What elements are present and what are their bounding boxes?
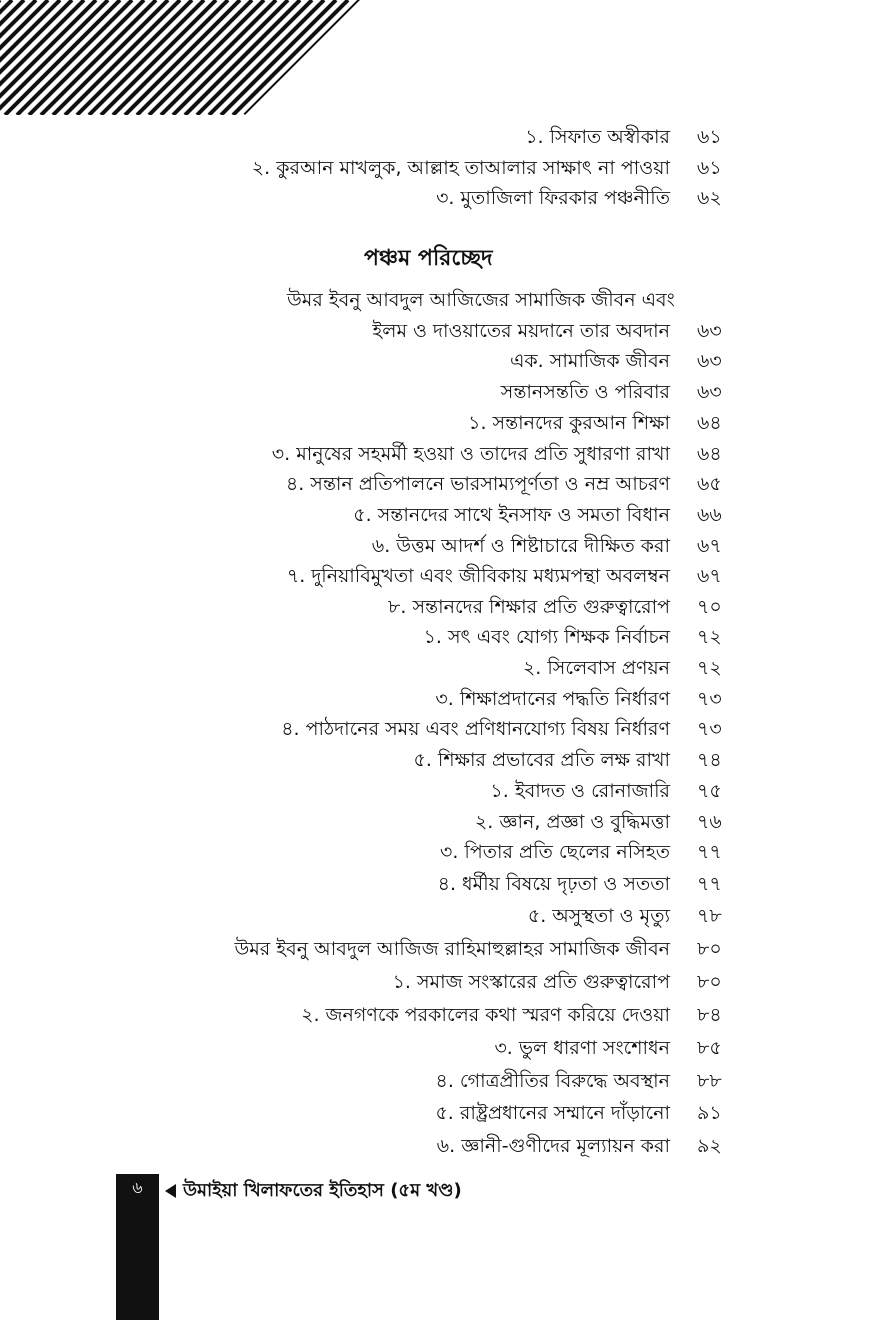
toc-entry-title: ২. জনগণকে পরকালের কথা স্মরণ করিয়ে দেওয়া [301, 1004, 670, 1026]
toc-entry-title: ২. সিলেবাস প্রণয়ন [522, 657, 670, 679]
toc-entry-page: ৮৪ [697, 1004, 722, 1026]
toc-entry-page: ৭২ [697, 626, 722, 648]
toc-entry-title: ৩. মুতাজিলা ফিরকার পঞ্চনীতি [436, 187, 670, 209]
toc-entry-page: ৭০ [697, 596, 722, 618]
toc-entry-title: এক. সামাজিক জীবন [509, 350, 670, 372]
toc-entry-page: ৬৪ [697, 443, 722, 465]
footer-page-tab [116, 1174, 159, 1320]
toc-entry-page: ৬২ [697, 187, 722, 209]
toc-entry-title: ২. কুরআন মাখলুক, আল্লাহ তাআলার সাক্ষাৎ না পাওয়া [251, 157, 670, 179]
toc-entry-page: ৭৩ [697, 718, 722, 740]
toc-entry-page: ৬৩ [697, 320, 722, 342]
toc-entry-title: সন্তানসন্ততি ও পরিবার [500, 381, 670, 403]
toc-entry-page: ৬৩ [697, 350, 722, 372]
footer-page-number: ৬ [132, 1178, 143, 1197]
toc-entry-title: ১. সমাজ সংস্কারের প্রতি গুরুত্বারোপ [392, 971, 670, 993]
toc-entry-page: ৮০ [697, 938, 722, 960]
corner-stripe-decoration [0, 0, 360, 115]
toc-entry-page: ৯১ [697, 1102, 722, 1124]
toc-entry-title: ৬. জ্ঞানী-গুণীদের মূল্যায়ন করা [436, 1135, 670, 1157]
toc-entry-title: ৩. শিক্ষাপ্রদানের পদ্ধতি নির্ধারণ [435, 688, 670, 710]
toc-entry-page: ৬৫ [697, 473, 722, 495]
triangle-left-icon [165, 1184, 177, 1198]
toc-entry-title: ৫. সন্তানদের সাথে ইনসাফ ও সমতা বিধান [353, 504, 670, 526]
toc-entry-page: ৯২ [697, 1135, 722, 1157]
toc-entry-title: ১. সিফাত অস্বীকার [525, 126, 670, 148]
toc-entry-title: ৩. পিতার প্রতি ছেলের নসিহত [439, 841, 670, 863]
toc-entry-title: ৫. রাষ্ট্রপ্রধানের সম্মানে দাঁড়ানো [435, 1102, 670, 1124]
toc-entry-page: ৬১ [697, 126, 722, 148]
toc-entry-title: ৪. পাঠদানের সময় এবং প্রণিধানযোগ্য বিষয় নির্ধারণ [281, 718, 670, 740]
section-heading: পঞ্চম পরিচ্ছেদ [364, 246, 493, 271]
toc-entry-page: ৭৫ [697, 780, 722, 802]
toc-entry-page: ৭৬ [697, 811, 722, 833]
toc-entry-title: ৩. মানুষের সহমর্মী হওয়া ও তাদের প্রতি সুধারণা রাখা [271, 443, 670, 465]
toc-entry-title: ১. সৎ এবং যোগ্য শিক্ষক নির্বাচন [423, 626, 670, 648]
toc-entry-title: ৪. গোত্রপ্রীতির বিরুদ্ধে অবস্থান [435, 1070, 670, 1092]
toc-entry-page: ৭৭ [697, 873, 722, 895]
toc-entry-title: উমর ইবনু আবদুল আজিজ রাহিমাহুল্লাহর সামাজিক জীবন [234, 938, 670, 960]
toc-entry-page: ৮৫ [697, 1037, 722, 1059]
toc-entry-title: ৭. দুনিয়াবিমুখতা এবং জীবিকায় মধ্যমপন্থা অবলম্বন [286, 565, 670, 587]
toc-entry-title: ইলম ও দাওয়াতের ময়দানে তার অবদান [372, 320, 670, 342]
toc-entry-page: ৭৭ [697, 841, 722, 863]
toc-entry-page: ৭২ [697, 657, 722, 679]
toc-entry-page: ৭৪ [697, 749, 722, 771]
toc-entry-title: ৬. উত্তম আদর্শ ও শিষ্টাচারে দীক্ষিত করা [371, 535, 670, 557]
toc-entry-page: ৬৪ [697, 412, 722, 434]
toc-entry-title: ৪. ধর্মীয় বিষয়ে দৃঢ়তা ও সততা [437, 873, 670, 895]
section-intro-line: উমর ইবনু আবদুল আজিজের সামাজিক জীবন এবং [287, 289, 675, 311]
toc-entry-page: ৮০ [697, 971, 722, 993]
toc-entry-title: ৫. অসুস্থতা ও মৃত্যু [527, 905, 670, 927]
toc-entry-page: ৬৭ [697, 535, 722, 557]
toc-entry-page: ৭৮ [697, 905, 722, 927]
toc-entry-title: ৮. সন্তানদের শিক্ষার প্রতি গুরুত্বারোপ [388, 596, 670, 618]
toc-entry-title: ১. ইবাদত ও রোনাজারি [490, 780, 670, 802]
toc-entry-page: ৮৮ [697, 1070, 722, 1092]
footer-book-title: উমাইয়া খিলাফতের ইতিহাস (৫ম খণ্ড) [183, 1180, 462, 1201]
toc-entry-title: ৫. শিক্ষার প্রভাবের প্রতি লক্ষ রাখা [413, 749, 670, 771]
toc-entry-page: ৬৭ [697, 565, 722, 587]
toc-entry-title: ৩. ভুল ধারণা সংশোধন [494, 1037, 670, 1059]
toc-entry-title: ১. সন্তানদের কুরআন শিক্ষা [468, 412, 670, 434]
toc-entry-title: ২. জ্ঞান, প্রজ্ঞা ও বুদ্ধিমত্তা [474, 811, 670, 833]
toc-entry-page: ৬৬ [697, 504, 722, 526]
toc-entry-title: ৪. সন্তান প্রতিপালনে ভারসাম্যপূর্ণতা ও নম্র আচরণ [285, 473, 670, 495]
toc-entry-page: ৬৩ [697, 381, 722, 403]
toc-entry-page: ৭৩ [697, 688, 722, 710]
toc-entry-page: ৬১ [697, 157, 722, 179]
